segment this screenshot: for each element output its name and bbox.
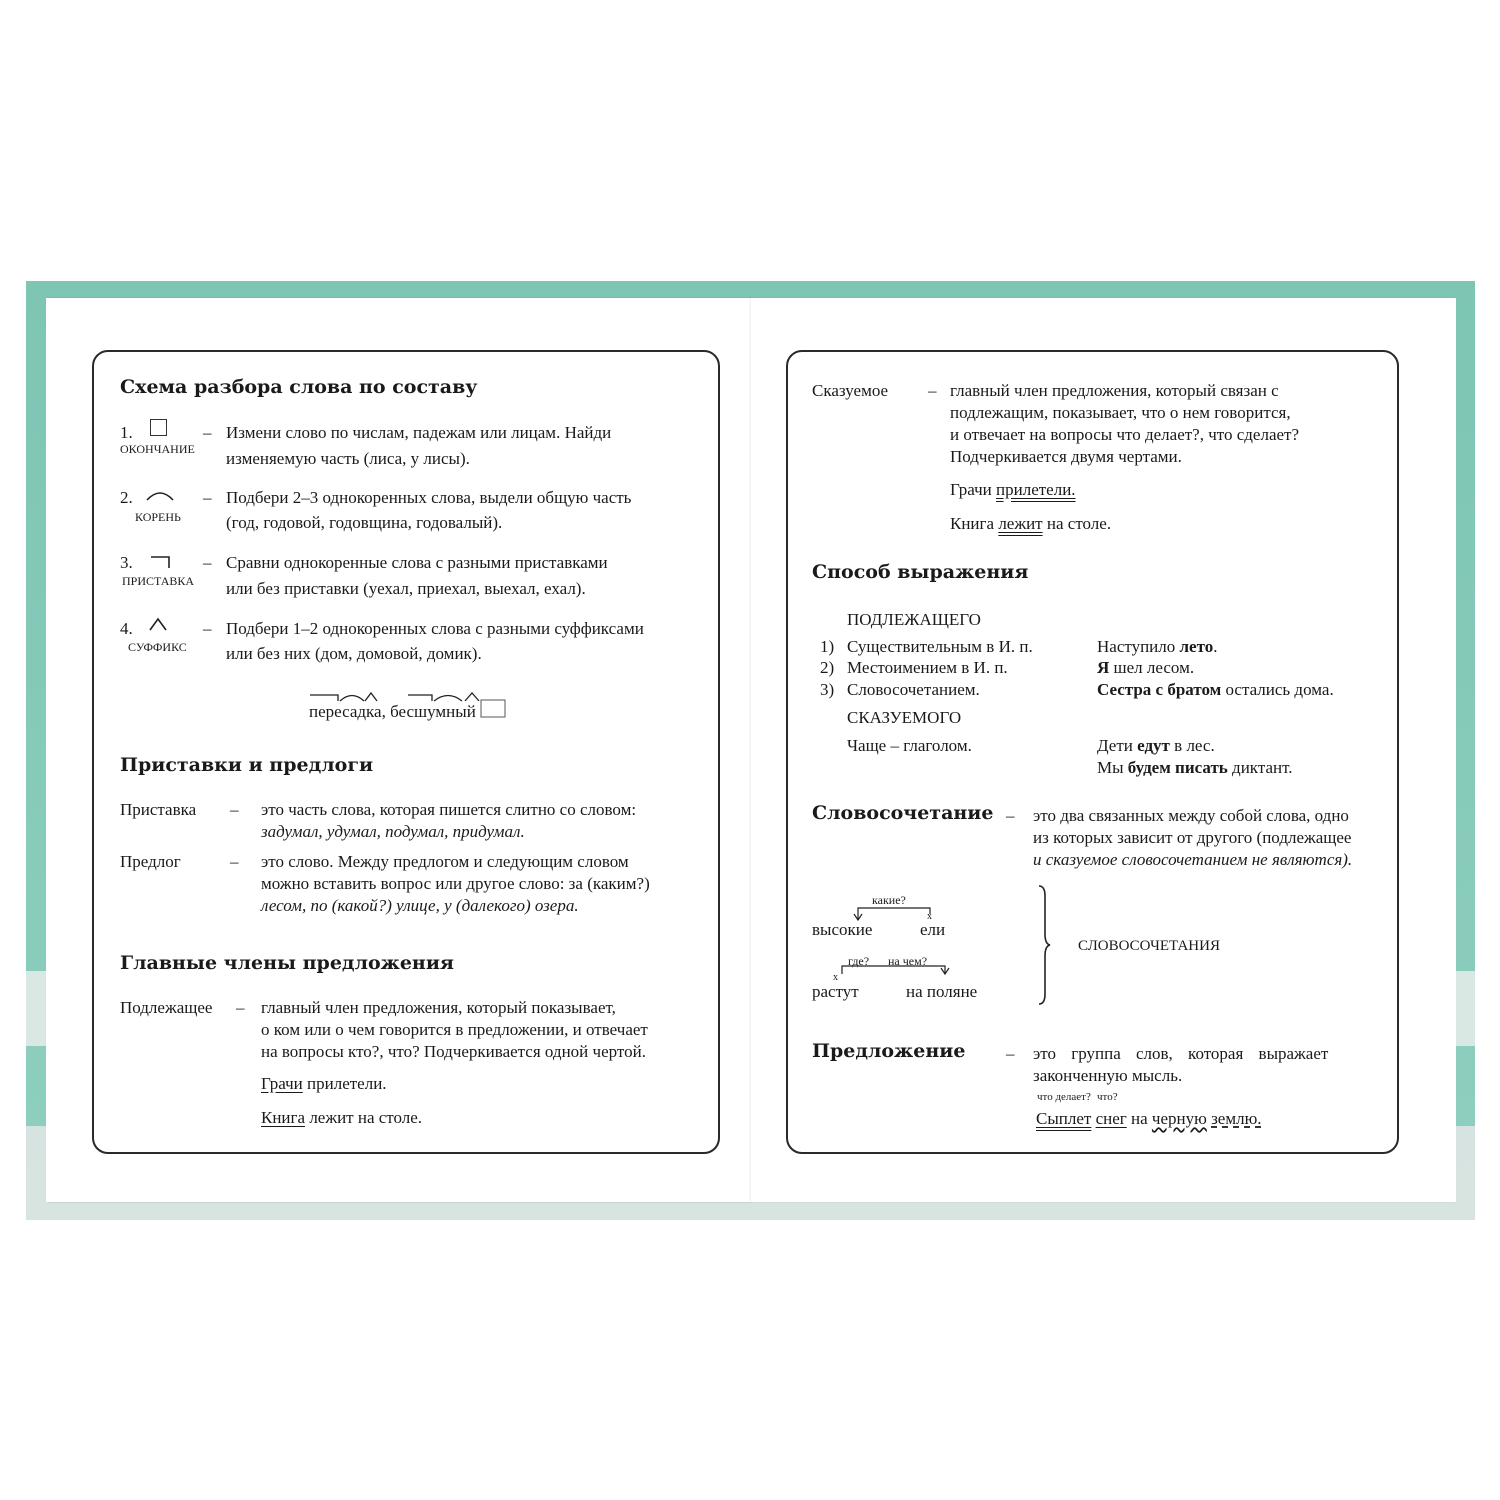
morph-item-4-dash: – — [203, 619, 212, 638]
sentence-line2: законченную мысль. — [1033, 1066, 1183, 1085]
morph-item-2-line2: (год, годовой, годовщина, годовалый). — [226, 513, 503, 532]
expression-row-1-bold: лето — [1179, 637, 1214, 656]
subject-example-1-rest: прилетели. — [307, 1074, 387, 1093]
predicate-example-1-subject: Грачи — [950, 480, 992, 499]
predicate-line3: и отвечает на вопросы что делает?, что сделает? — [950, 425, 1300, 444]
predicate-line1: главный член предложения, который связан с — [950, 381, 1279, 400]
expression-row-3-num: 3) — [820, 680, 835, 699]
phrase-mark-1: x — [927, 911, 932, 922]
predicate-example-1 — [950, 479, 1076, 501]
morph-item-1-dash: – — [203, 423, 212, 442]
morph-item-2-line1: Подбери 2–3 однокоренных слова, выдели общую часть — [226, 488, 632, 507]
expression-row-2-way: Местоимением в И. п. — [847, 658, 1008, 677]
prep-line2: можно вставить вопрос или другое слово: за (каким?) — [261, 874, 650, 893]
subject-term: Подлежащее — [120, 998, 213, 1017]
expression-row-2-tail: шел лесом. — [1109, 658, 1195, 677]
morph-item-1-line1: Измени слово по числам, падежам или лицам. Найди — [226, 423, 612, 442]
phrase-line2-text: из которых зависит от другого (подлежащее — [1033, 828, 1352, 847]
morph-item-3-dash: – — [203, 553, 212, 572]
morph-item-1-line2: изменяемую часть (лиса, у лисы). — [226, 449, 470, 468]
sentence-attribute: черную — [1151, 1109, 1207, 1128]
predicate-term: Сказуемое — [812, 381, 889, 400]
morph-item-4-label: СУФФИКС — [128, 640, 187, 654]
morph-item-3-line1: Сравни однокоренные слова с разными приставками — [226, 553, 608, 572]
predicate-line4: Подчеркивается двумя чертами. — [950, 447, 1182, 466]
prefix-line2: задумал, удумал, подумал, придумал. — [261, 822, 525, 841]
sentence-subject: снег — [1095, 1109, 1127, 1128]
phrase-mark-2: x — [833, 972, 838, 983]
subject-example-2 — [261, 1107, 422, 1129]
phrase-title: Словосочетание — [812, 802, 994, 824]
morph-item-1-label: ОКОНЧАНИЕ — [120, 442, 195, 456]
prefix-corner-icon — [150, 555, 172, 569]
sentence-example — [1036, 1108, 1262, 1130]
subject-line3: на вопросы кто?, что? Подчеркивается одной чертой. — [261, 1042, 646, 1061]
predicate-dash: – — [928, 381, 937, 400]
sentence-line1: это группа слов, которая выражает — [1033, 1044, 1329, 1063]
prep-line1: это слово. Между предлогом и следующим словом — [261, 852, 629, 871]
prep-term: Предлог — [120, 852, 181, 871]
phrase-question-1: какие? — [872, 893, 906, 907]
expression-row-3-tail: остались дома. — [1221, 680, 1334, 699]
sentence-object: землю. — [1211, 1109, 1262, 1128]
ending-icon — [150, 419, 167, 436]
expression-row-3-bold: Сестра с братом — [1097, 680, 1222, 699]
subject-header: ПОДЛЕЖАЩЕГО — [847, 610, 981, 629]
morph-item-4-line2: или без них (дом, домовой, домик). — [226, 644, 482, 663]
expression-row-3-example — [1097, 679, 1334, 701]
expression-row-2-num: 2) — [820, 658, 835, 677]
morph-item-1-num: 1. — [120, 423, 133, 442]
pred-ex-1-plain: Дети — [1097, 736, 1138, 755]
subject-line1: главный член предложения, который показывает, — [261, 998, 616, 1017]
morph-item-2-num: 2. — [120, 488, 133, 507]
phrase-question-2a: где? — [848, 954, 870, 968]
pred-ex-2-plain: Мы — [1097, 758, 1128, 777]
expression-row-1-num: 1) — [820, 637, 835, 656]
phrase-line2 — [1033, 827, 1351, 849]
morph-example: пересадка, бесшумный — [309, 702, 476, 721]
subject-example-2-rest: лежит на столе. — [309, 1108, 423, 1127]
expression-title: Способ выражения — [812, 561, 1029, 583]
predicate-example-2 — [950, 513, 1111, 535]
phrase-word-1a: высокие — [812, 920, 873, 939]
sentence-question-2: что? — [1097, 1091, 1118, 1103]
sentence-dash: – — [1006, 1044, 1015, 1063]
predicate-way-example-2 — [1097, 757, 1293, 779]
root-arc-icon — [145, 488, 175, 502]
predicate-way: Чаще – глаголом. — [847, 736, 972, 755]
sentence-preposition: на — [1131, 1109, 1148, 1128]
phrase-line1: это два связанных между собой слова, одно — [1033, 806, 1349, 825]
predicate-header: СКАЗУЕМОГО — [847, 708, 962, 727]
sentence-predicate: Сыплет — [1036, 1109, 1092, 1128]
phrase-dash: – — [1006, 806, 1015, 825]
prefix-term: Приставка — [120, 800, 197, 819]
morph-item-3-label: ПРИСТАВКА — [122, 574, 195, 588]
predicate-example-1-predicate: прилетели. — [996, 480, 1076, 499]
subject-dash: – — [236, 998, 245, 1017]
prep-line3: лесом, по (какой?) улице, у (далекого) озера. — [261, 896, 579, 915]
pred-ex-1-bold: едут — [1137, 736, 1170, 755]
subject-line2: о ком или о чем говорится в предложении, и отвечает — [261, 1020, 648, 1039]
expression-row-3-way: Словосочетанием. — [847, 680, 980, 699]
prefix-dash: – — [230, 800, 239, 819]
sentence-title: Предложение — [812, 1040, 966, 1062]
predicate-example-2-rest: на столе. — [1046, 514, 1112, 533]
pred-ex-2-bold: будем писать — [1127, 758, 1228, 777]
expression-row-1-example — [1097, 636, 1217, 658]
morph-title: Схема разбора слова по составу — [120, 376, 478, 398]
phrase-line3: и сказуемое словосочетанием не являются). — [1033, 850, 1353, 869]
prep-dash: – — [230, 852, 239, 871]
expression-row-1-tail: . — [1213, 637, 1218, 656]
phrase-brace-label: СЛОВОСОЧЕТАНИЯ — [1078, 938, 1220, 954]
sentence-question-1: что делает? — [1037, 1091, 1091, 1103]
phrase-arrows — [820, 900, 960, 990]
pred-ex-1-tail: в лес. — [1169, 736, 1215, 755]
subject-example-1 — [261, 1073, 387, 1095]
morph-item-2-dash: – — [203, 488, 212, 507]
expression-row-1-plain: Наступило — [1097, 637, 1180, 656]
morph-item-4-line1: Подбери 1–2 однокоренных слова с разными суффиксами — [226, 619, 644, 638]
predicate-example-2-subject: Книга — [950, 514, 995, 533]
phrase-word-2a: растут — [812, 982, 859, 1001]
morph-item-3-num: 3. — [120, 553, 133, 572]
morph-item-2-label: КОРЕНЬ — [135, 510, 181, 524]
morph-item-4-num: 4. — [120, 619, 133, 638]
predicate-way-example-1 — [1097, 735, 1215, 757]
morph-item-3-line2: или без приставки (уехал, приехал, выехал, ехал). — [226, 579, 586, 598]
expression-row-1-way: Существительным в И. п. — [847, 637, 1033, 656]
predicate-line2: подлежащим, показывает, что о нем говорится, — [950, 403, 1291, 422]
predicate-example-2-predicate: лежит — [998, 514, 1043, 533]
prefix-line1: это часть слова, которая пишется слитно со словом: — [261, 800, 637, 819]
expression-row-2-bold: Я — [1097, 658, 1110, 677]
main-members-title: Главные члены предложения — [120, 952, 454, 974]
subject-example-1-subject: Грачи — [261, 1074, 303, 1093]
phrase-word-2b: на поляне — [906, 982, 978, 1001]
expression-row-2-example — [1097, 657, 1194, 679]
phrase-word-1b: ели — [920, 920, 946, 939]
suffix-caret-icon — [148, 616, 168, 632]
subject-example-2-subject: Книга — [261, 1108, 306, 1127]
prefixes-title: Приставки и предлоги — [120, 754, 374, 776]
pred-ex-2-tail: диктант. — [1227, 758, 1293, 777]
phrase-question-2b: на чем? — [888, 954, 928, 968]
curly-brace-icon — [1036, 884, 1052, 1006]
